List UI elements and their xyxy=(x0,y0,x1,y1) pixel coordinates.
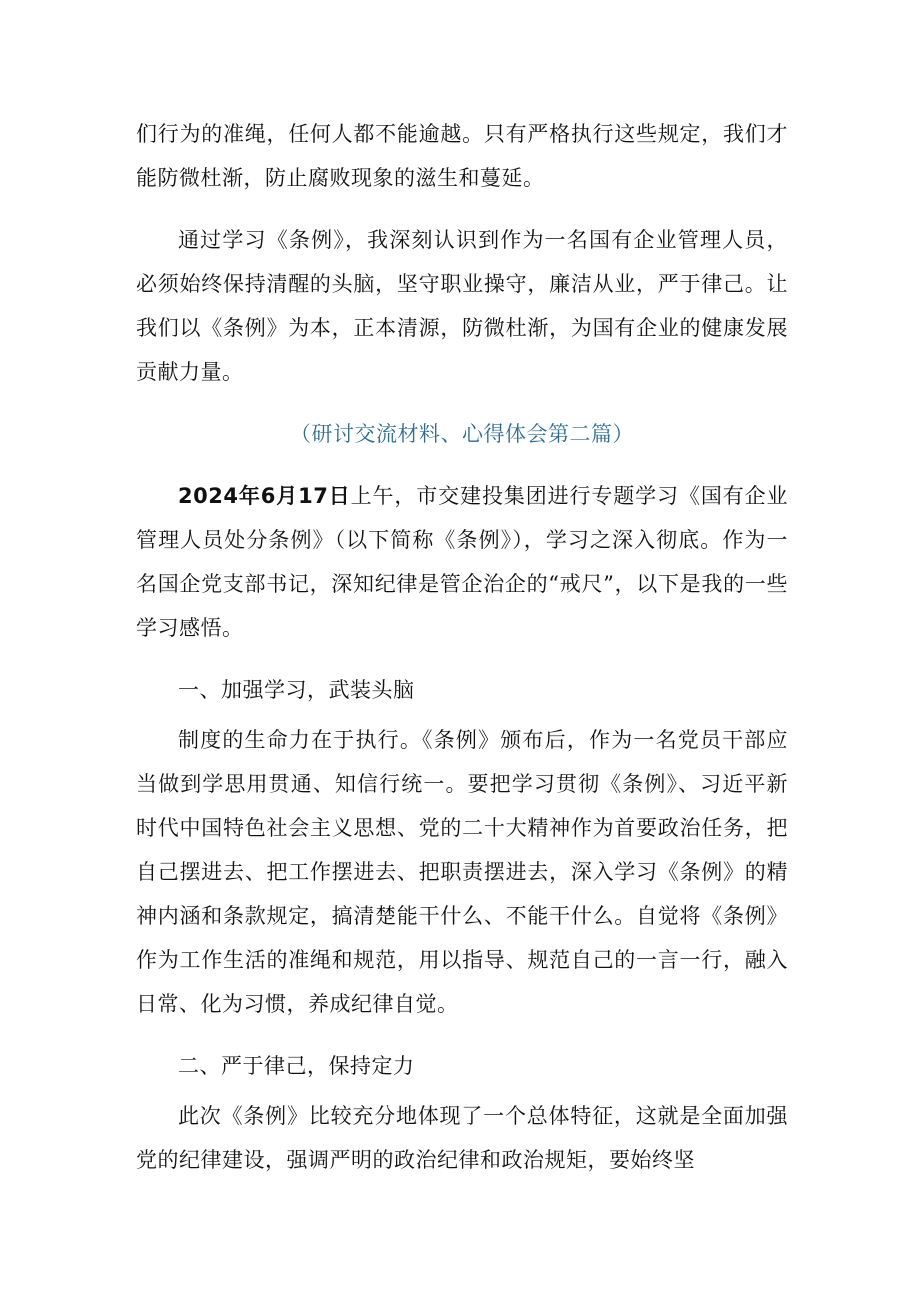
paragraph-conclusion: 通过学习《条例》，我深刻认识到作为一名国有企业管理人员，必须始终保持清醒的头脑，坚守职业操守，廉洁从业，严于律己。让我们以《条例》为本，正本清源，防微杜渐，为国有企业的健康发展贡献力量。 xyxy=(136,228,788,384)
paragraph-intro xyxy=(136,474,788,650)
document-page xyxy=(136,112,788,1182)
paragraph-gap xyxy=(136,394,788,412)
paragraph-gap xyxy=(136,200,788,218)
heading-2: 二、严于律己，保持定力 xyxy=(178,1054,415,1078)
heading-1: 一、加强学习，武装头脑 xyxy=(178,678,415,702)
date-text: 2024年6月17日 xyxy=(178,484,351,508)
paragraph-gap xyxy=(136,650,788,668)
section-subtitle: （研讨交流材料、心得体会第二篇） xyxy=(290,422,634,446)
paragraph-gap xyxy=(136,456,788,474)
paragraph-continued: 们行为的准绳，任何人都不能逾越。只有严格执行这些规定，我们才能防微杜渐，防止腐败现象的滋生和蔓延。 xyxy=(136,122,788,190)
paragraph-study: 制度的生命力在于执行。《条例》颁布后，作为一名党员干部应当做到学思用贯通、知信行统一。要把学习贯彻《条例》、习近平新时代中国特色社会主义思想、党的二十大精神作为首要政治任务，把自己摆进去、把工作摆进去、把职责摆进去，深入学习《条例》的精神内涵和条款规定，搞清楚能干什么、不能干什么。自觉将《条例》作为工作生活的准绳和规范，用以指导、规范自己的一言一行，融入日常、化为习惯，养成纪律自觉。 xyxy=(136,728,788,1016)
paragraph-gap xyxy=(136,1026,788,1044)
paragraph-discipline: 此次《条例》比较充分地体现了一个总体特征，这就是全面加强党的纪律建设，强调严明的政治纪律和政治规矩，要始终坚 xyxy=(136,1104,788,1172)
intro-text: 上午，市交建投集团进行专题学习《国有企业管理人员处分条例》（以下简称《条例》），学习之深入彻底。作为一名国企党支部书记，深知纪律是管企治企的“戒尺”，以下是我的一些学习感悟。 xyxy=(136,484,788,640)
